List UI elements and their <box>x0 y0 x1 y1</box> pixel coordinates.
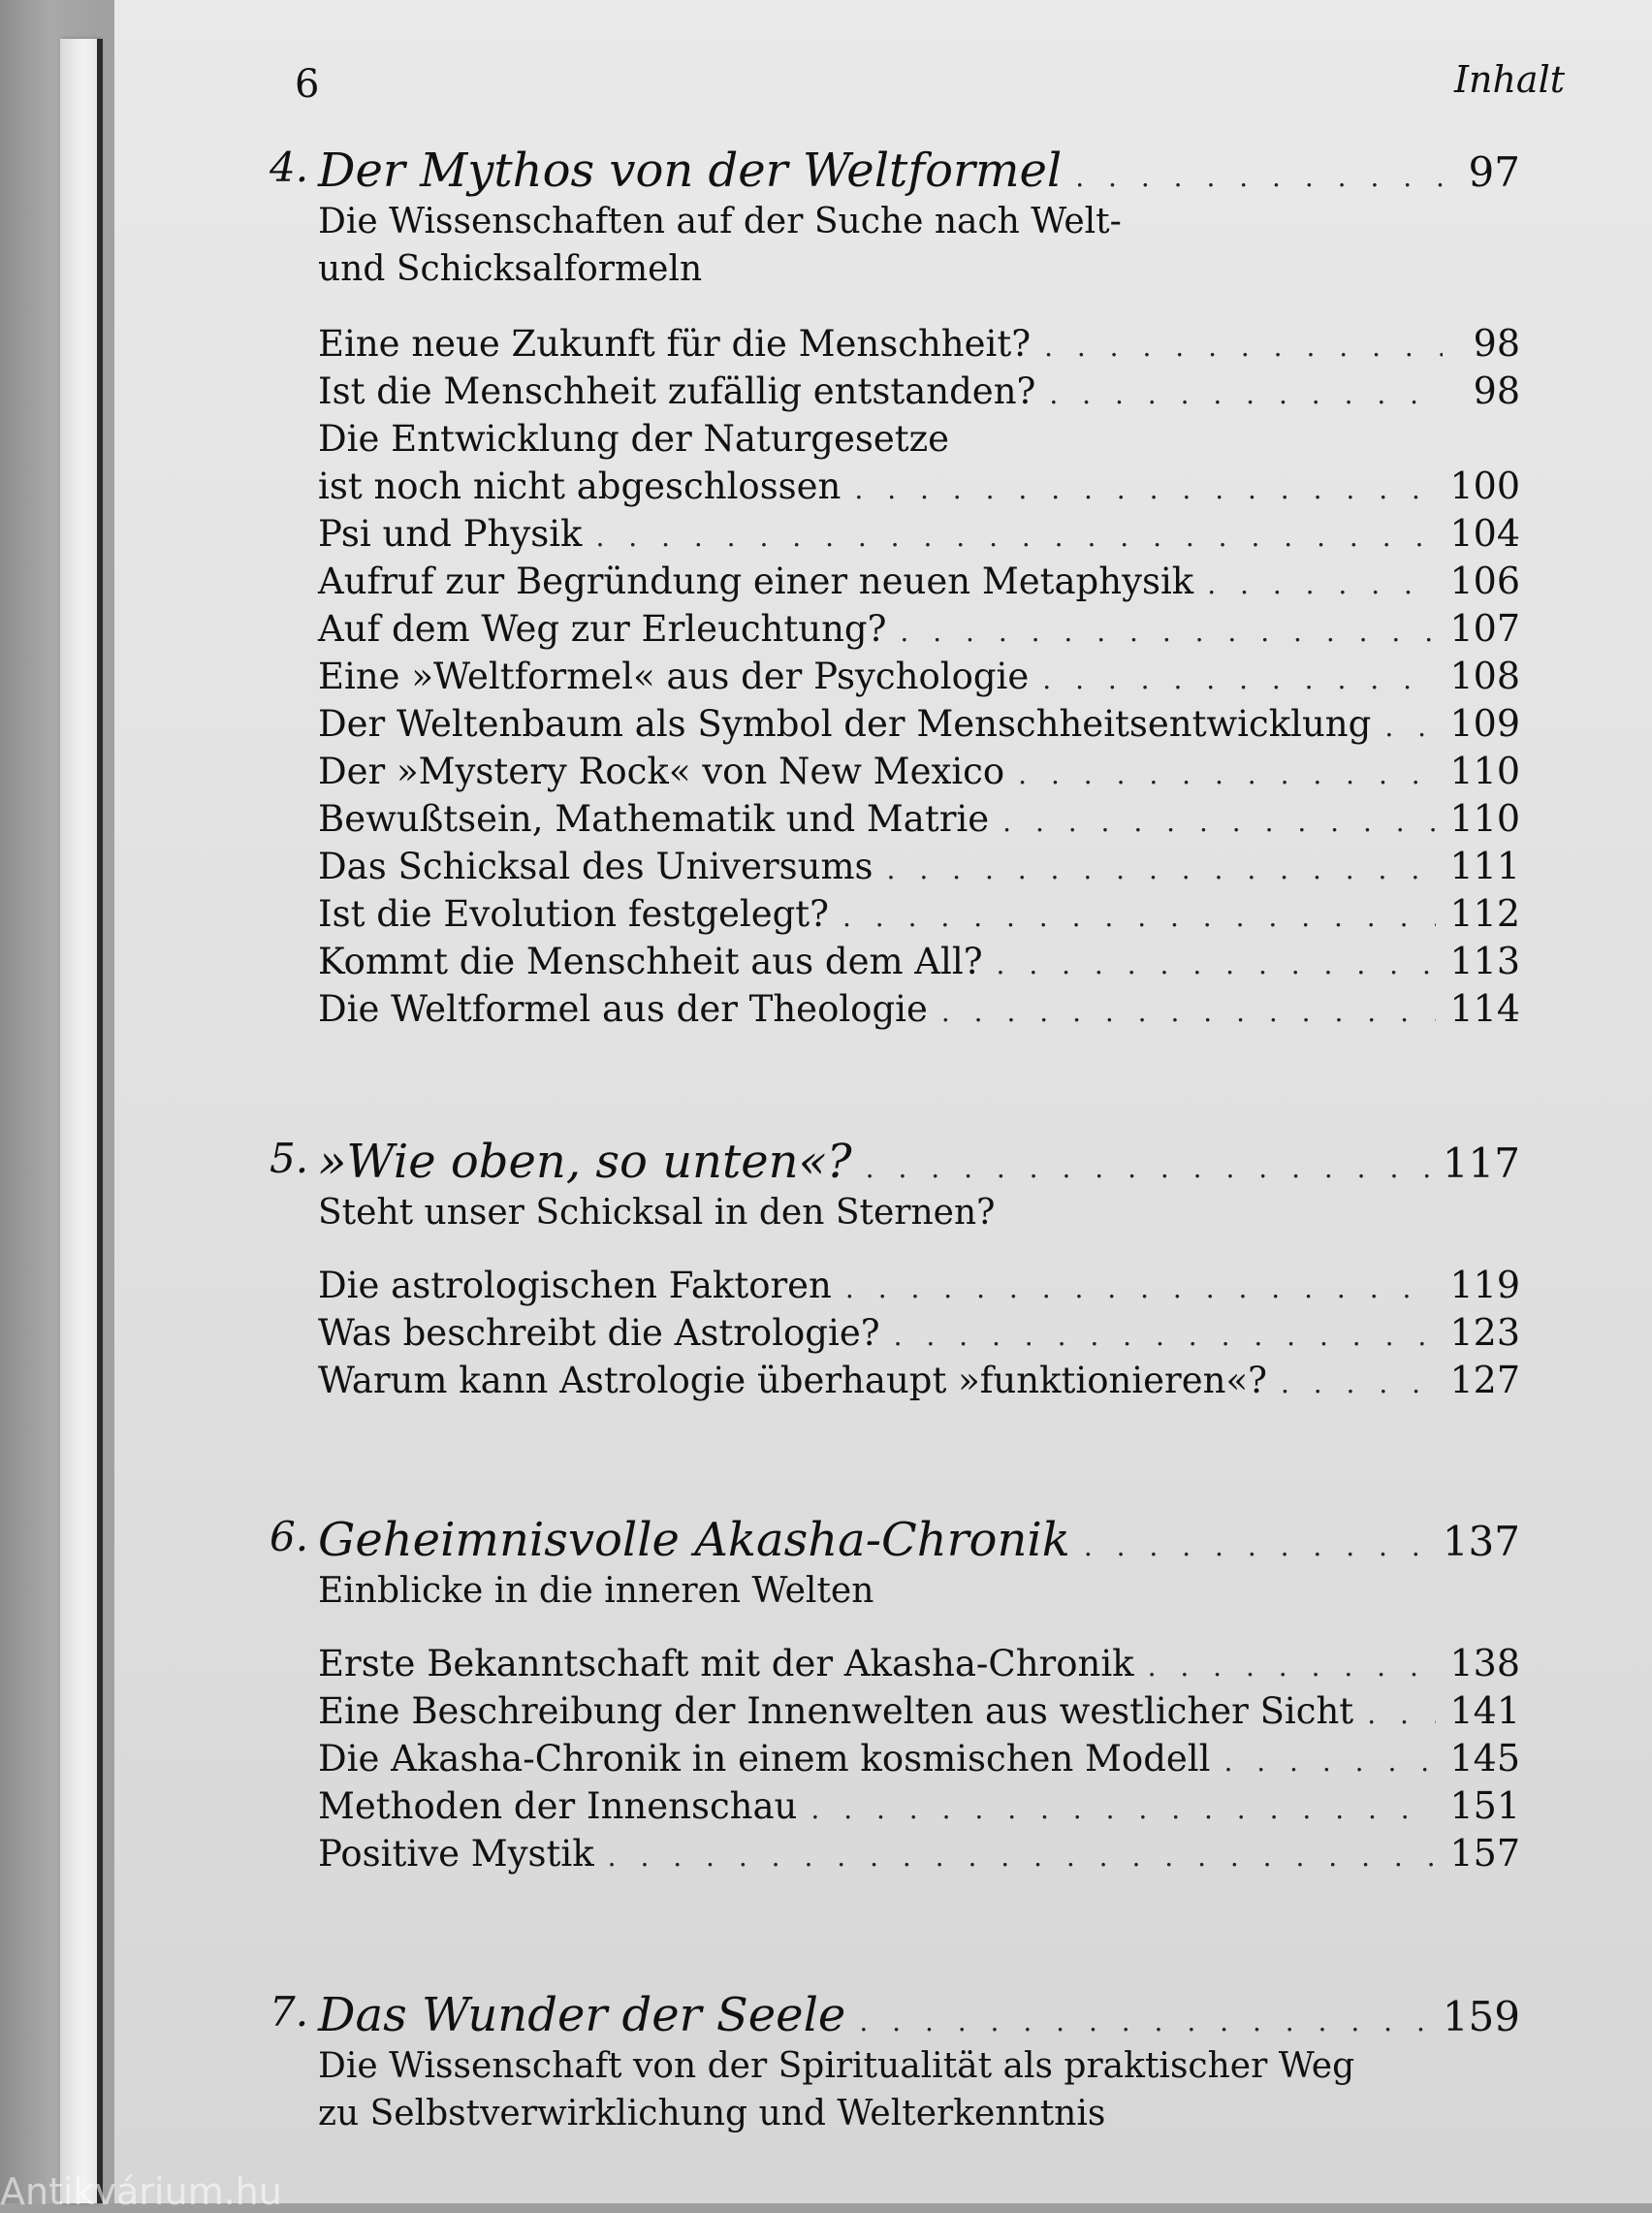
leader-dots <box>1223 1746 1436 1778</box>
entry-page: 151 <box>1449 1784 1520 1827</box>
leader-dots <box>941 996 1437 1028</box>
entry-list <box>318 320 1520 1033</box>
chapter-heading <box>270 1513 1520 1567</box>
chapter-number: 7. <box>270 1988 309 2036</box>
entry-title: Ist die Menschheit zufällig entstanden? <box>318 370 1036 412</box>
toc-entry <box>318 938 1520 985</box>
chapter-number: 5. <box>270 1135 309 1182</box>
entry-list <box>318 1640 1520 1877</box>
entry-page: 112 <box>1449 892 1520 935</box>
entry-page: 127 <box>1449 1359 1520 1401</box>
chapter-page: 97 <box>1468 148 1520 196</box>
entry-title: Erste Bekanntschaft mit der Akasha-Chronik <box>318 1643 1134 1684</box>
chapter-number: 6. <box>270 1513 309 1560</box>
toc-entry <box>318 890 1520 938</box>
entry-page: 113 <box>1449 940 1520 982</box>
entry-title: ist noch nicht abgeschlossen <box>318 465 842 507</box>
leader-dots <box>842 901 1436 933</box>
chapter-page: 159 <box>1442 1993 1520 2040</box>
toc-entry <box>318 843 1520 890</box>
entry-page: 98 <box>1473 369 1520 412</box>
leader-dots <box>1367 1698 1436 1730</box>
leader-dots <box>997 948 1437 980</box>
entry-page: 98 <box>1473 322 1520 365</box>
leader-dots <box>1207 568 1436 600</box>
entry-page: 108 <box>1449 655 1520 697</box>
entry-title: Methoden der Innenschau <box>318 1785 798 1827</box>
toc-entry <box>318 605 1520 653</box>
entry-title: Kommt die Menschheit aus dem All? <box>318 941 983 982</box>
toc-entry <box>318 1687 1520 1735</box>
running-head: Inhalt <box>1453 58 1565 101</box>
page-number: 6 <box>295 62 320 107</box>
chapter-title: »Wie oben, so unten«? <box>318 1135 852 1189</box>
entry-page: 104 <box>1449 512 1520 555</box>
entry-page: 138 <box>1449 1642 1520 1684</box>
toc-entry <box>318 1830 1520 1877</box>
chapter-page: 137 <box>1442 1518 1520 1565</box>
entry-title: Psi und Physik <box>318 513 583 555</box>
leader-dots <box>1042 663 1436 695</box>
toc-entry <box>318 510 1520 558</box>
toc-entry <box>318 368 1520 415</box>
leader-dots <box>1281 1367 1437 1399</box>
chapter-title: Das Wunder der Seele <box>318 1988 846 2042</box>
leader-dots <box>845 1272 1437 1304</box>
toc-entry <box>318 795 1520 843</box>
leader-dots <box>1049 378 1443 410</box>
leader-dots <box>887 853 1437 885</box>
entry-title: Die Entwicklung der Naturgesetze <box>318 418 950 460</box>
entry-title: Positive Mystik <box>318 1833 594 1875</box>
toc-entry <box>318 1309 1520 1357</box>
leader-dots <box>1018 758 1436 790</box>
leader-dots <box>1075 161 1443 193</box>
leader-dots <box>900 616 1436 648</box>
entry-page: 157 <box>1449 1832 1520 1875</box>
entry-title: Die astrologischen Faktoren <box>318 1265 832 1306</box>
leader-dots <box>608 1841 1437 1873</box>
entry-title: Aufruf zur Begründung einer neuen Metaphysik <box>318 561 1194 602</box>
entry-page: 119 <box>1449 1264 1520 1306</box>
leader-dots <box>1002 806 1436 838</box>
entry-page: 106 <box>1449 560 1520 602</box>
chapter-heading <box>270 144 1520 198</box>
entry-title: Warum kann Astrologie überhaupt »funktionieren«? <box>318 1360 1267 1401</box>
leader-dots <box>1084 1530 1429 1562</box>
chapter-number: 4. <box>270 144 309 191</box>
entry-title: Was beschreibt die Astrologie? <box>318 1312 880 1354</box>
entry-page: 107 <box>1449 607 1520 650</box>
chapter-heading <box>270 1988 1520 2042</box>
entry-title: Der Weltenbaum als Symbol der Menschheitsentwicklung <box>318 703 1372 745</box>
leader-dots <box>859 2005 1428 2037</box>
toc-entry <box>318 653 1520 700</box>
toc-entry <box>318 558 1520 605</box>
chapter-4 <box>270 144 1520 1033</box>
toc-entry <box>318 1262 1520 1309</box>
toc-entry <box>318 1782 1520 1830</box>
entry-title: Die Akasha-Chronik in einem kosmischen Modell <box>318 1738 1211 1780</box>
chapter-subtitle: Die Wissenschaften auf der Suche nach Welt- <box>318 202 1122 241</box>
entry-title: Das Schicksal des Universums <box>318 846 874 887</box>
chapter-subtitle: Steht unser Schicksal in den Sternen? <box>318 1193 996 1233</box>
toc-entry <box>318 463 1520 510</box>
entry-page: 109 <box>1449 702 1520 745</box>
book-page <box>114 0 1652 2203</box>
chapter-heading <box>270 1135 1520 1189</box>
entry-page: 145 <box>1449 1737 1520 1780</box>
toc-entry <box>318 1735 1520 1782</box>
chapter-title: Der Mythos von der Weltformel <box>318 144 1063 198</box>
chapter-5 <box>270 1135 1520 1404</box>
entry-page: 123 <box>1449 1311 1520 1354</box>
book-spine-line <box>97 39 103 2203</box>
watermark: Antikvárium.hu <box>0 2170 282 2213</box>
chapter-title: Geheimnisvolle Akasha-Chronik <box>318 1513 1070 1567</box>
entry-title: Eine neue Zukunft für die Menschheit? <box>318 323 1032 365</box>
book-cover-edge <box>60 39 99 2203</box>
toc-entry <box>318 415 1520 463</box>
entry-page: 111 <box>1449 845 1520 887</box>
chapter-7 <box>270 1988 1520 2137</box>
toc-entry <box>318 985 1520 1033</box>
entry-page: 110 <box>1449 797 1520 840</box>
entry-title: Die Weltformel aus der Theologie <box>318 988 928 1030</box>
toc-entry <box>318 748 1520 795</box>
entry-page: 114 <box>1449 987 1520 1030</box>
leader-dots <box>894 1320 1437 1352</box>
entry-title: Bewußtsein, Mathematik und Matrie <box>318 798 990 840</box>
entry-page: 100 <box>1449 465 1520 507</box>
entry-title: Der »Mystery Rock« von New Mexico <box>318 751 1005 792</box>
leader-dots <box>1148 1651 1437 1683</box>
entry-title: Ist die Evolution festgelegt? <box>318 893 829 935</box>
entry-page: 110 <box>1449 750 1520 792</box>
toc-entry <box>318 320 1520 368</box>
entry-page: 141 <box>1449 1689 1520 1732</box>
toc-entry <box>318 700 1520 748</box>
toc-entry <box>318 1640 1520 1687</box>
leader-dots <box>866 1152 1429 1184</box>
entry-title: Eine »Weltformel« aus der Psychologie <box>318 656 1030 697</box>
entry-title: Eine Beschreibung der Innenwelten aus westlicher Sicht <box>318 1690 1354 1732</box>
leader-dots <box>854 473 1436 505</box>
leader-dots <box>810 1793 1436 1825</box>
chapter-subtitle: Einblicke in die inneren Welten <box>318 1571 874 1611</box>
chapter-page: 117 <box>1442 1139 1520 1187</box>
leader-dots <box>1384 711 1436 743</box>
toc-entry <box>318 1357 1520 1404</box>
chapter-subtitle: zu Selbstverwirklichung und Welterkenntnis <box>318 2094 1106 2133</box>
entry-list <box>318 1262 1520 1404</box>
chapter-6 <box>270 1513 1520 1877</box>
leader-dots <box>1044 331 1443 363</box>
chapter-subtitle: Die Wissenschaft von der Spiritualität als praktischer Weg <box>318 2046 1355 2086</box>
entry-title: Auf dem Weg zur Erleuchtung? <box>318 608 887 650</box>
chapter-subtitle: und Schicksalformeln <box>318 249 703 289</box>
leader-dots <box>595 521 1436 553</box>
